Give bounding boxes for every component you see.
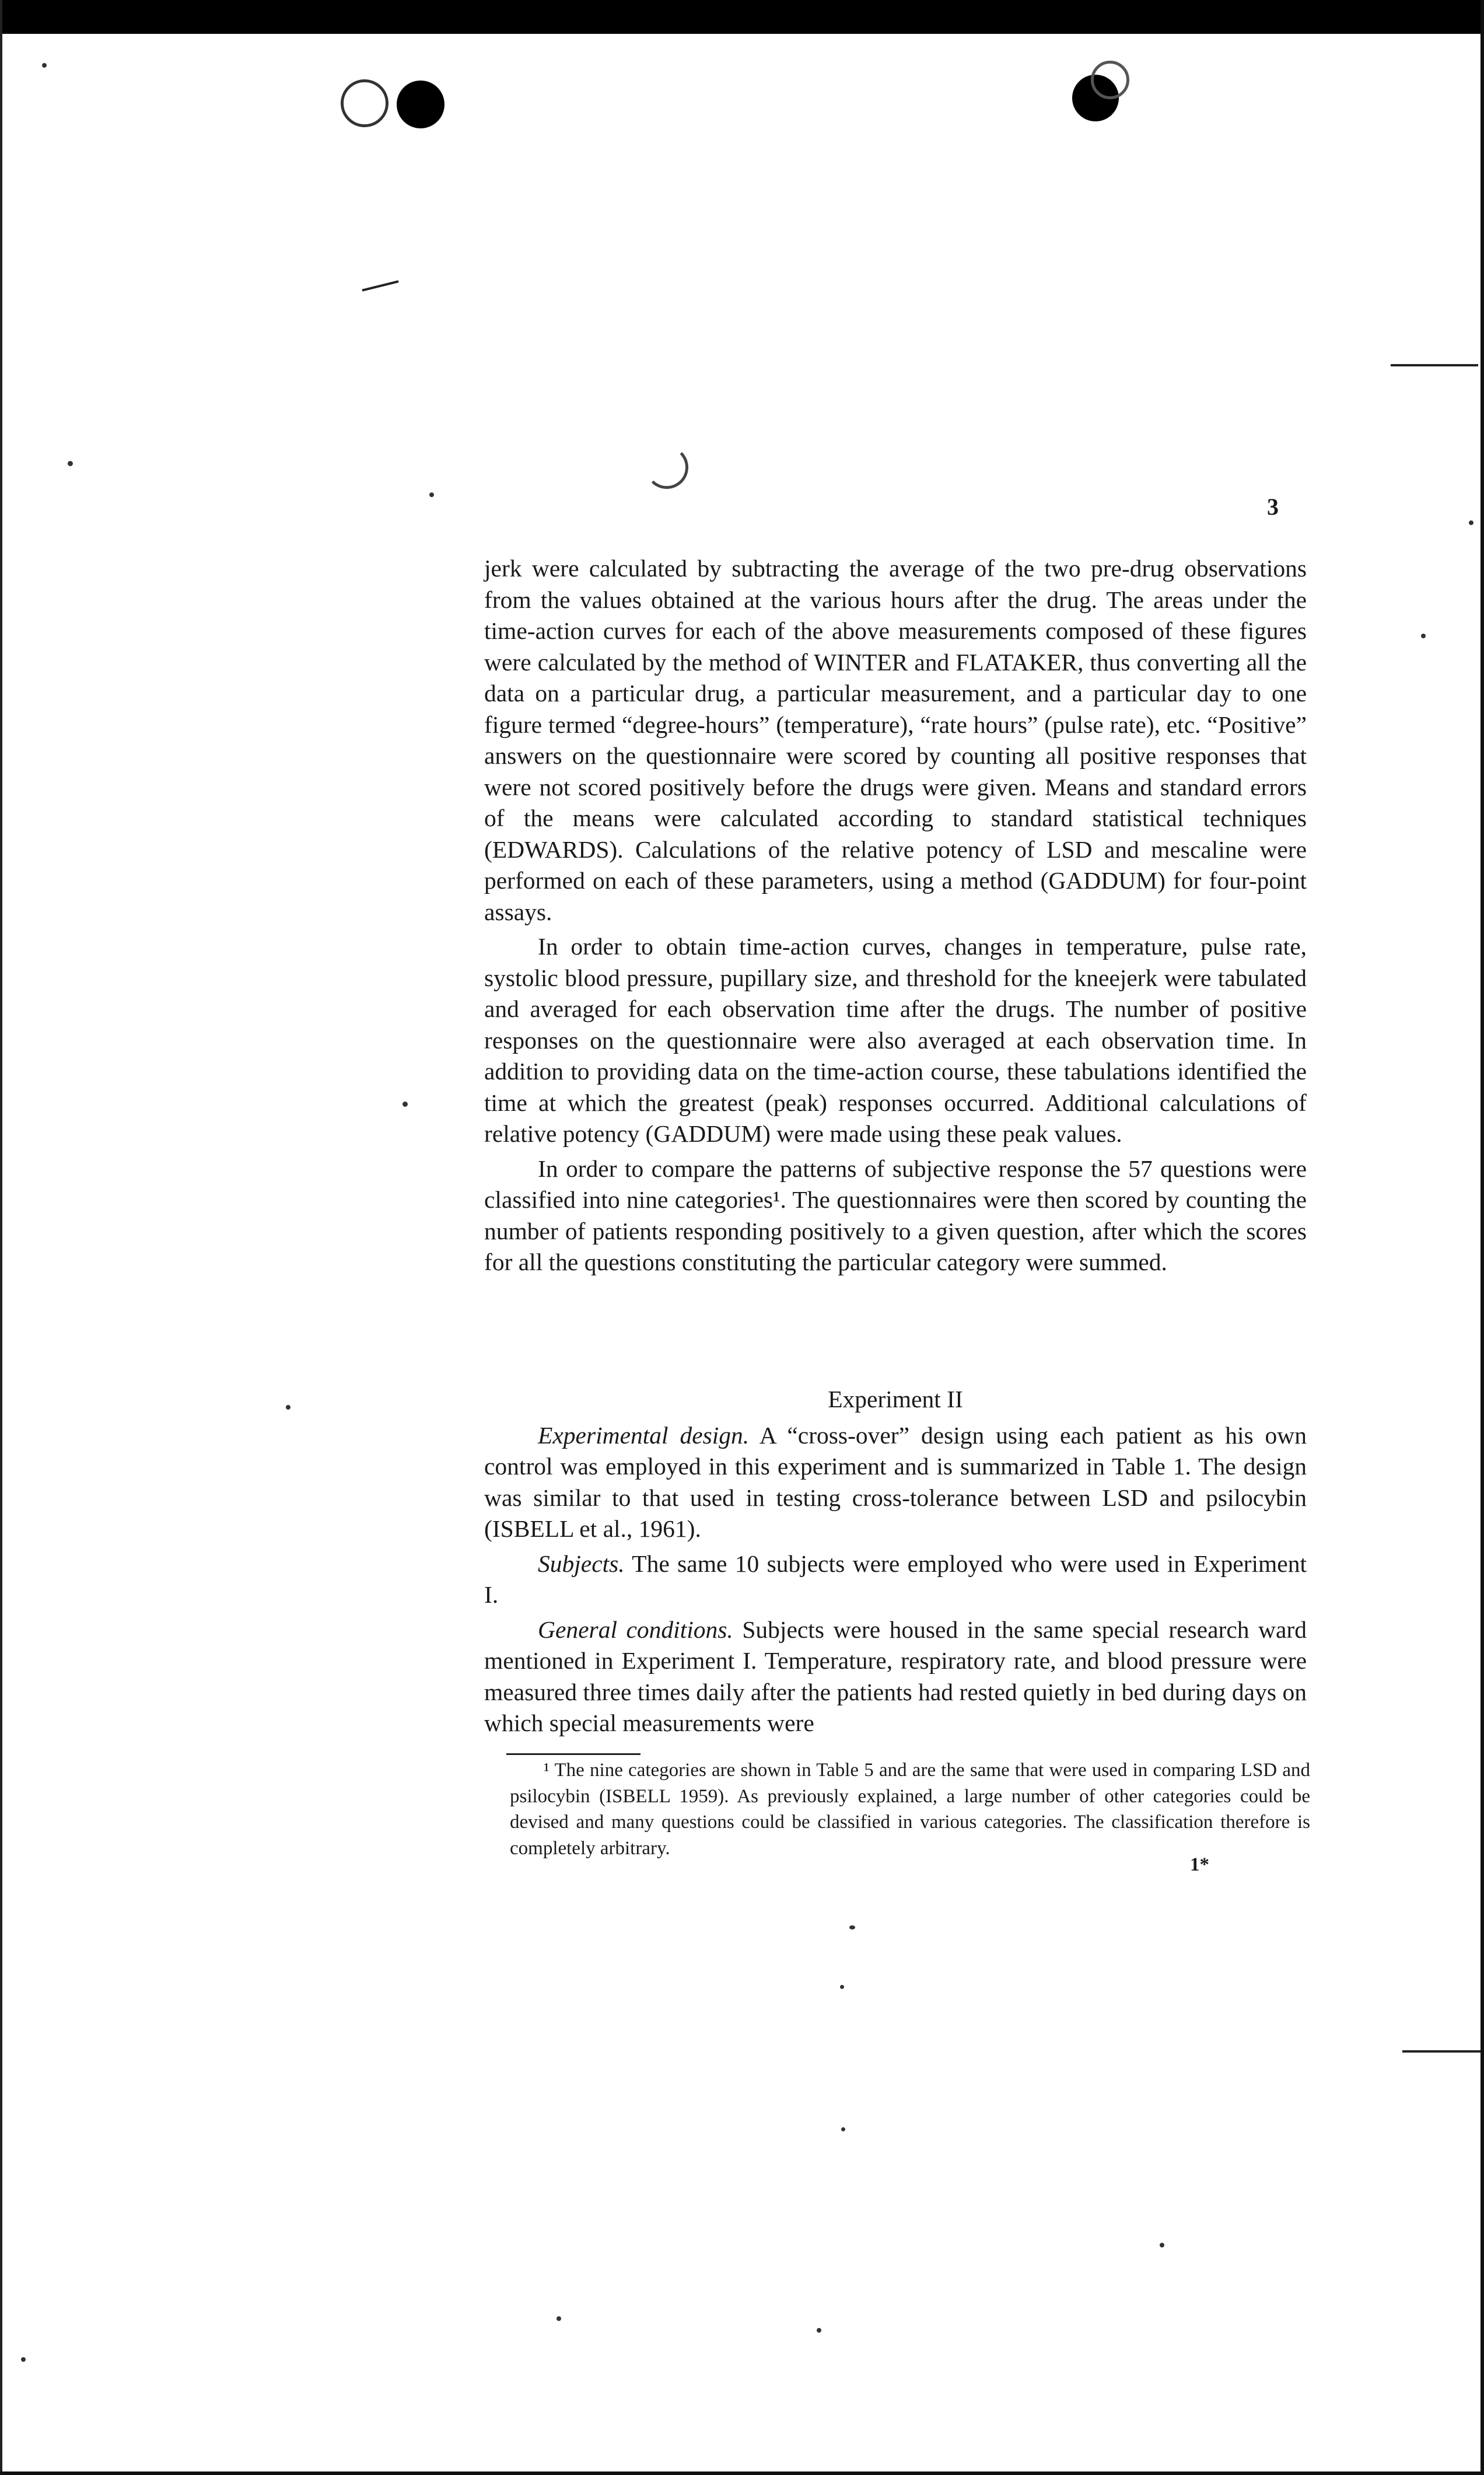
section-paragraph: [484, 1614, 1307, 1739]
section-text: A “cross-over” design using each patient as his own control was employed in this experiment and is summarized in Table 1. The design was similar to that used in testing cross-tolerance between LSD and psilocybin (ISBELL et al., 1961).: [484, 1421, 1307, 1542]
section-heading: Experiment II: [828, 1386, 963, 1413]
scan-right-border: [1480, 0, 1484, 2475]
paragraph: In order to obtain time-action curves, changes in temperature, pulse rate, systolic blood pressure, pupillary size, and threshold for the kneejerk were tabulated and averaged for each observation time after the drugs. The number of positive responses on the questionnaire were also averaged at each observation time. In addition to providing data on the time-action course, these tabulations identified the time at which the greatest (peak) responses occurred. Additional calculations of relative potency (GADDUM) were made using these peak values.: [484, 933, 1307, 1147]
scan-mark: [1402, 2050, 1480, 2053]
section-lead: Experimental design.: [538, 1421, 750, 1449]
scan-speck: [841, 2127, 845, 2131]
section-text: Subjects were housed in the same special research ward mentioned in Experiment I. Temperature, respiratory rate, and blood pressure were measured three times daily after the patients had rested quietly in bed during days on which special measurements were: [484, 1616, 1307, 1736]
scan-speck: [402, 1102, 408, 1107]
scan-speck: [817, 2328, 821, 2333]
scan-mark: [362, 280, 398, 291]
section-paragraph: [484, 1420, 1307, 1545]
scan-left-border: [0, 0, 2, 2475]
scan-speck: [68, 461, 73, 466]
section-lead: General conditions.: [538, 1616, 733, 1643]
section-paragraph: [484, 1548, 1307, 1611]
paragraph: In order to compare the patterns of subjective response the 57 questions were classified into nine categories¹. The questionnaires were then scored by counting the number of patients responding positively to a given question, after which the scores for all the questions constituting the particular category were summed.: [484, 1155, 1307, 1275]
body-text-upper: [484, 553, 1307, 1278]
folio-mark: 1*: [1190, 1854, 1209, 1875]
scan-speck: [21, 2357, 26, 2362]
punch-hole-ring-right: [1091, 61, 1129, 99]
body-text-lower: [484, 1384, 1307, 1739]
footnote-divider: [506, 1753, 640, 1755]
scan-speck: [556, 2316, 561, 2321]
section-lead: Subjects.: [538, 1550, 625, 1577]
scan-speck: [286, 1405, 290, 1410]
section-text: The same 10 subjects were employed who were used in Experiment I.: [484, 1550, 1307, 1608]
scan-speck: [840, 1985, 844, 1989]
scan-speck: [1421, 634, 1426, 638]
scan-speck: [1469, 520, 1474, 525]
footnote-text: ¹ The nine categories are shown in Table 5 and are the same that were used in comparing LSD and psilocybin (ISBELL 1959). As previously explained, a large number of other categories could be devised and many questions could be classified in various categories. The classification therefore is completely arbitrary.: [510, 1760, 1310, 1859]
scan-top-border: [0, 0, 1484, 34]
paragraph: jerk were calculated by subtracting the average of the two pre-drug observations from the values obtained at the various hours after the drug. The areas under the time-action curves for each of the above measurements composed of these figures were calculated by the method of WINTER and FLATAKER, thus converting all the data on a particular drug, a particular measurement, and a particular day to one figure termed “degree-hours” (temperature), “rate hours” (pulse rate), etc. “Positive” answers on the questionnaire were scored by counting all positive responses that were not scored positively before the drugs were given. Means and standard errors of the means were calculated according to standard statistical techniques (EDWARDS). Calculations of the relative potency of LSD and mescaline were performed on each of these parameters, using a method (GADDUM) for four-point assays.: [484, 555, 1307, 925]
scan-mark: [1391, 364, 1478, 366]
scan-speck: [42, 63, 47, 68]
scan-bottom-border: [0, 2471, 1484, 2475]
page-number: 3: [1267, 494, 1279, 520]
scan-speck: [1160, 2243, 1164, 2247]
scan-speck: [429, 492, 434, 497]
punch-hole-ring-left: [341, 79, 388, 127]
punch-hole-ring-middle: [645, 446, 688, 489]
scan-speck: [849, 1925, 855, 1929]
footnote: [510, 1757, 1310, 1861]
punch-hole-left: [397, 81, 444, 128]
